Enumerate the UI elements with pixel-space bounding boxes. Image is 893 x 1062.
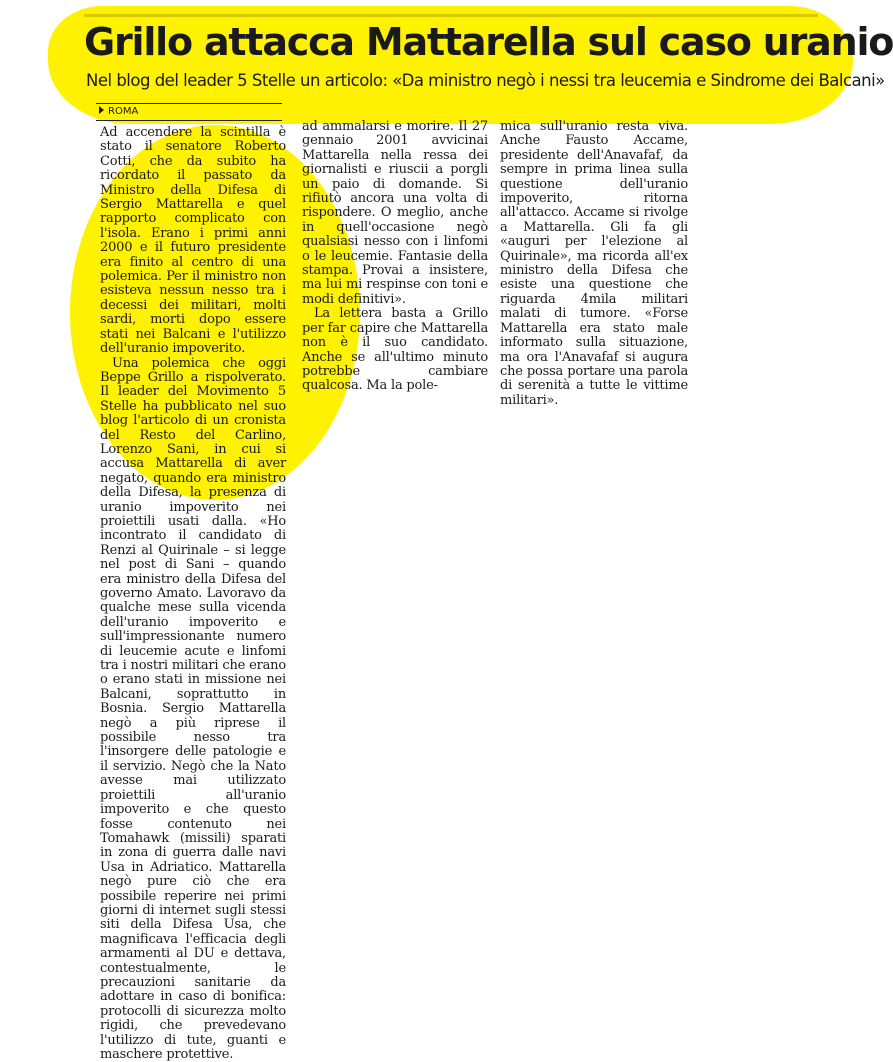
- article-column-1: [100, 126, 286, 960]
- paragraph: Ad accendere la scintilla è stato il senatore Roberto Cotti, che da subito ha ricordato il passato da Ministro della Difesa di Sergio Mattarella e quel rapporto complicato con l'isola. Erano i primi anni 2000 e il futuro presidente era finito al centro di una polemica. Per il ministro non esisteva nessun nesso tra i decessi dei militari, molti sardi, morti dopo essere stati nei Balcani e l'utilizzo dell'uranio impoverito.: [100, 126, 286, 357]
- paragraph: ad ammalarsi e morire. Il 27 gennaio 2001 avvicinai Mattarella nella ressa dei giornalisti e riuscii a porgli un paio di domande. Si rifiutò ancora una volta di rispondere. O meglio, anche in quell'occasione negò qualsiasi nesso con i linfomi o le leucemie. Fantasie della stampa. Provai a insistere, ma lui mi respinse con toni e modi definitivi».: [302, 120, 488, 307]
- article-column-2: [302, 120, 488, 394]
- article-column-3: [500, 120, 688, 408]
- headline: Grillo attacca Mattarella sul caso uranio: [84, 20, 893, 64]
- triangle-icon: [99, 106, 104, 114]
- paragraph: Una polemica che oggi Beppe Grillo a rispolverato. Il leader del Movimento 5 Stelle ha pubblicato nel suo blog l'articolo di un cronista del Resto del Carlino, Lorenzo Sani, in cui si accusa Mattarella di aver negato, quando era ministro della Difesa, la presenza di uranio impoverito nei proiettili usati dalla. «Ho incontrato il candidato di Renzi al Quirinale – si legge nel post di Sani – quando era ministro della Difesa del governo Amato. Lavoravo da qualche mese sulla vicenda dell'uranio impoverito e sull'impressionante numero di leucemie acute e linfomi tra i nostri militari che erano o erano stati in missione nei Balcani, soprattutto in Bosnia. Sergio Mattarella negò a più riprese il possibile nesso tra l'insorgere delle patologie e il servizio. Negò che la Nato avesse mai utilizzato proiettili all'uranio impoverito e che questo fosse contenuto nei Tomahawk (missili) sparati in zona di guerra dalle navi Usa in Adriatico. Mattarella negò pure ciò che era possibile reperire nei primi giorni di internet sugli stessi siti della Difesa Usa, che magnificava l'efficacia degli armamenti al DU e dettava, contestualmente, le precauzioni sanitarie da adottare in caso di bonifica: protocolli di sicurezza molto rigidi, che prevedevano l'utilizzo di tute, guanti e maschere protettive.: [100, 357, 286, 1062]
- dateline: [96, 103, 282, 121]
- top-rule: [84, 14, 818, 17]
- dateline-text: ROMA: [108, 106, 138, 117]
- paragraph: mica sull'uranio resta viva. Anche Fausto Accame, presidente dell'Anavafaf, da sempre in prima linea sulla questione dell'uranio impoverito, ritorna all'attacco. Accame si rivolge a Mattarella. Gli fa gli «auguri per l'elezione al Quirinale», ma ricorda all'ex ministro della Difesa che esiste una questione che riguarda 4mila militari malati di tumore. «Forse Mattarella era stato male informato sulla situazione, ma ora l'Anavafaf si augura che possa portare una parola di serenità a tutte le vittime militari».: [500, 120, 688, 408]
- paragraph: La lettera basta a Grillo per far capire che Mattarella non è il suo candidato. Anche se all'ultimo minuto potrebbe cambiare qualcosa. Ma la pole-: [302, 307, 488, 393]
- subhead: Nel blog del leader 5 Stelle un articolo: «Da ministro negò i nessi tra leucemia e Sindrome dei Balcani»: [86, 71, 885, 90]
